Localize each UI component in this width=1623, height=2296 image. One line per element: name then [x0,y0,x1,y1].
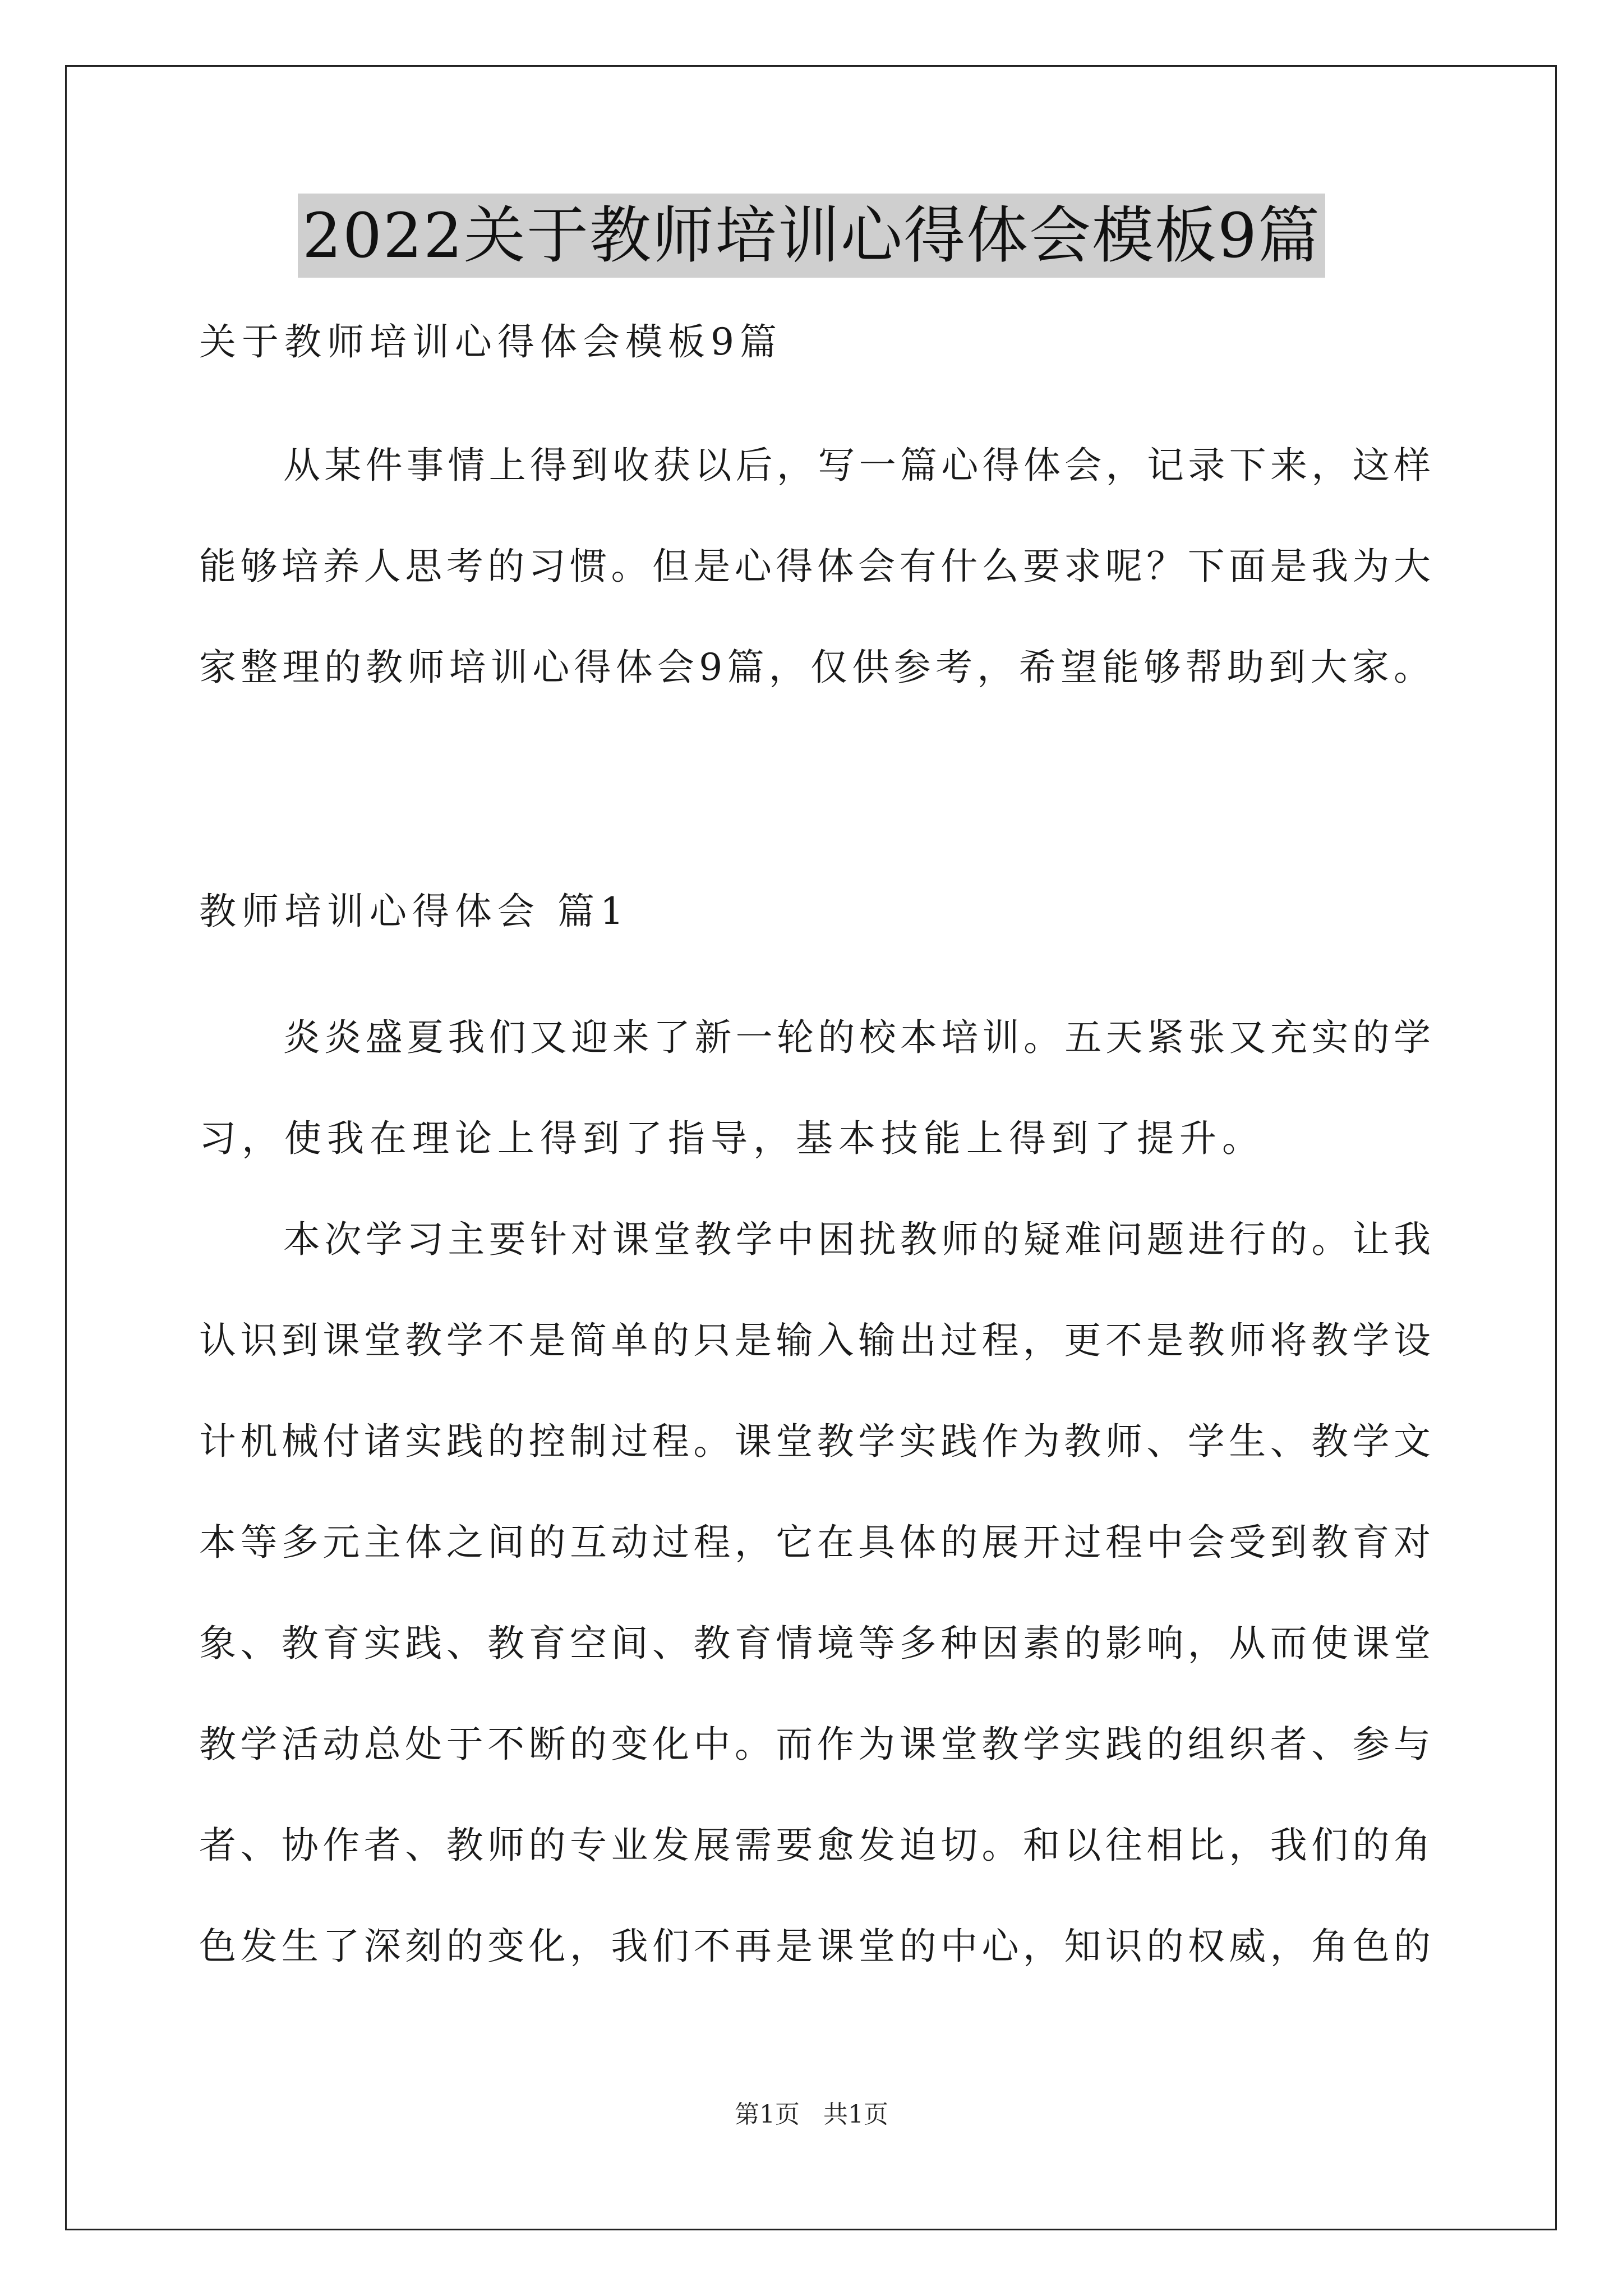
paragraph-line: 习，使我在理论上得到了指导，基本技能上得到了提升。 [199,1117,1265,1160]
current-page-label: 第1页 [735,2100,800,2129]
document-subtitle: 关于教师培训心得体会模板9篇 [199,320,782,364]
paragraph-line: 计机械付诸实践的控制过程。课堂教学实践作为教师、学生、教学文 [199,1420,1433,1463]
paragraph-line: 本等多元主体之间的互动过程，它在具体的展开过程中会受到教育对 [199,1521,1433,1564]
page-footer [0,2098,1623,2132]
paragraph-line: 认识到课堂教学不是简单的只是输入输出过程，更不是教师将教学设 [199,1319,1433,1362]
paragraph-line: 本次学习主要针对课堂教学中困扰教师的疑难问题进行的。让我 [283,1218,1433,1261]
title-container [0,194,1623,278]
intro-line: 能够培养人思考的习惯。但是心得体会有什么要求呢？下面是我为大 [199,545,1433,588]
paragraph-line: 教学活动总处于不断的变化中。而作为课堂教学实践的组织者、参与 [199,1723,1433,1766]
paragraph-line: 者、协作者、教师的专业发展需要愈发迫切。和以往相比，我们的角 [199,1824,1433,1867]
intro-line: 家整理的教师培训心得体会9篇，仅供参考，希望能够帮助到大家。 [199,646,1433,689]
paragraph-line: 色发生了深刻的变化，我们不再是课堂的中心，知识的权威，角色的 [199,1925,1433,1968]
paragraph-line: 炎炎盛夏我们又迎来了新一轮的校本培训。五天紧张又充实的学 [283,1016,1433,1059]
total-pages-label: 共1页 [823,2100,888,2129]
document-title: 2022关于教师培训心得体会模板9篇 [298,194,1325,278]
paragraph-line: 象、教育实践、教育空间、教育情境等多种因素的影响，从而使课堂 [199,1622,1433,1665]
section-heading: 教师培训心得体会 篇1 [199,890,629,933]
intro-line: 从某件事情上得到收获以后，写一篇心得体会，记录下来，这样 [283,444,1433,487]
